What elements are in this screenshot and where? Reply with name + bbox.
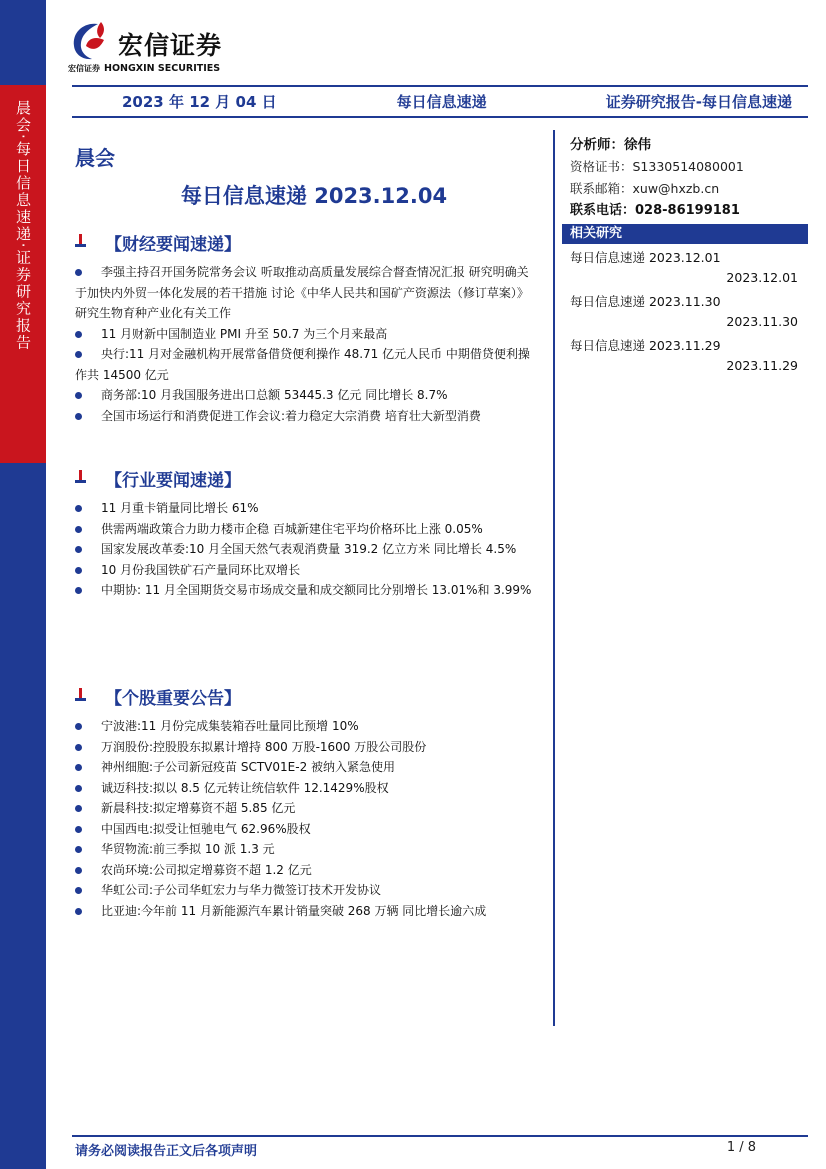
bullet-dot-icon — [75, 351, 82, 358]
related-research-item[interactable] — [570, 248, 808, 288]
report-date: 2023 年 12 月 04 日 — [122, 93, 277, 111]
analyst-email[interactable]: 联系邮箱：xuw@hxzb.cn — [570, 181, 720, 196]
section-heading-label: 【行业要闻速递】 — [105, 470, 241, 491]
list-item — [75, 519, 537, 540]
bullet-dot-icon — [75, 723, 82, 730]
list-item-text: 神州细胞:子公司新冠疫苗 SCTV01E-2 被纳入紧急使用 — [101, 760, 396, 774]
related-research-date: 2023.12.01 — [726, 270, 798, 285]
page-number: 1 / 8 — [726, 1140, 756, 1155]
list-item — [75, 344, 537, 385]
list-item-text: 华贸物流:前三季拟 10 派 1.3 元 — [101, 842, 275, 856]
page-title: 每日信息速递 2023.12.04 — [180, 184, 448, 208]
list-item-text: 比亚迪:今年前 11 月新能源汽车累计销量突破 268 万辆 同比增长逾六成 — [101, 903, 487, 918]
list-item-text: 11 月重卡销量同比增长 61% — [101, 501, 259, 515]
industry-news-list — [75, 498, 537, 601]
section-heading-label: 【财经要闻速递】 — [105, 234, 241, 255]
section-marker-icon — [75, 470, 91, 486]
list-item — [75, 839, 537, 860]
company-logo — [68, 20, 268, 76]
bullet-dot-icon — [75, 846, 82, 853]
list-item-text: 万润股份:控股股东拟累计增持 800 万股-1600 万股公司股份 — [101, 739, 427, 754]
bullet-dot-icon — [75, 505, 82, 512]
list-item — [75, 901, 537, 922]
related-research-item[interactable] — [570, 292, 808, 332]
sidebar-vertical-label: 晨会·每日信息速递·证券研究报告 — [14, 100, 32, 352]
stock-announcements-list — [75, 716, 537, 921]
list-item — [75, 819, 537, 840]
bullet-dot-icon — [75, 567, 82, 574]
list-item — [75, 860, 537, 881]
bullet-dot-icon — [75, 269, 82, 276]
related-research-item[interactable] — [570, 336, 808, 376]
analyst-info-panel — [570, 134, 808, 376]
section-heading-stocks — [75, 684, 241, 708]
related-research-heading: 相关研究 — [562, 224, 808, 244]
logo-name: 宏信证券 — [118, 31, 223, 60]
bullet-dot-icon — [75, 413, 82, 420]
list-item-text: 11 月财新中国制造业 PMI 升至 50.7 为三个月来最高 — [101, 326, 388, 341]
bullet-dot-icon — [75, 331, 82, 338]
list-item — [75, 262, 537, 324]
list-item — [75, 880, 537, 901]
list-item-text: 诚迈科技:拟以 8.5 亿元转让统信软件 12.1429%股权 — [101, 780, 389, 795]
bullet-dot-icon — [75, 826, 82, 833]
list-item — [75, 798, 537, 819]
list-item — [75, 716, 537, 737]
section-marker-icon — [75, 234, 91, 250]
list-item-text: 中国西电:拟受让恒驰电气 62.96%股权 — [101, 821, 311, 836]
hongxin-logo-icon — [68, 20, 112, 62]
section-heading-industry — [75, 466, 241, 490]
bullet-dot-icon — [75, 805, 82, 812]
related-research-date: 2023.11.29 — [726, 358, 798, 373]
list-item — [75, 385, 537, 406]
logo-sub-cn: 宏信证券 — [68, 64, 100, 73]
bullet-dot-icon — [75, 526, 82, 533]
list-item-text: 李强主持召开国务院常务会议 听取推动高质量发展综合督查情况汇报 研究明确关于加快内外贸一体化发展的若干措施 讨论《中华人民共和国矿产资源法（修订草案）》 研究生物育种产业化有关工作 — [75, 265, 529, 320]
report-series: 每日信息速递 — [396, 93, 487, 111]
list-item — [75, 778, 537, 799]
list-item — [75, 539, 537, 560]
related-research-date: 2023.11.30 — [726, 314, 798, 329]
bullet-dot-icon — [75, 587, 82, 594]
bullet-dot-icon — [75, 744, 82, 751]
report-header-bar — [72, 85, 808, 118]
list-item-text: 中期协: 11 月全国期货交易市场成交量和成交额同比分别增长 13.01%和 3.99% — [101, 583, 532, 597]
logo-subtitle — [68, 63, 220, 74]
related-research-title: 每日信息速递 2023.11.30 — [570, 294, 721, 309]
bullet-dot-icon — [75, 785, 82, 792]
finance-news-list — [75, 262, 537, 426]
section-heading-finance — [75, 230, 241, 254]
list-item — [75, 560, 537, 581]
list-item-text: 商务部:10 月我国服务进出口总额 53445.3 亿元 同比增长 8.7% — [101, 388, 448, 402]
list-item-text: 供需两端政策合力助力楼市企稳 百城新建住宅平均价格环比上涨 0.05% — [101, 521, 483, 536]
logo-sub-en: HONGXIN SECURITIES — [104, 63, 221, 74]
bullet-dot-icon — [75, 887, 82, 894]
list-item — [75, 498, 537, 519]
footer-disclaimer: 请务必阅读报告正文后各项声明 — [75, 1144, 258, 1159]
list-item — [75, 324, 537, 345]
bullet-dot-icon — [75, 546, 82, 553]
footer-divider — [72, 1135, 808, 1137]
analyst-phone: 联系电话：028-86199181 — [570, 203, 740, 218]
list-item-text: 全国市场运行和消费促进工作会议:着力稳定大宗消费 培育壮大新型消费 — [101, 408, 481, 423]
bullet-dot-icon — [75, 867, 82, 874]
section-marker-icon — [75, 688, 91, 704]
list-item-text: 农尚环境:公司拟定增募资不超 1.2 亿元 — [101, 862, 312, 877]
bullet-dot-icon — [75, 908, 82, 915]
list-item — [75, 737, 537, 758]
list-item-text: 宁波港:11 月份完成集装箱吞吐量同比预增 10% — [101, 719, 359, 733]
list-item — [75, 406, 537, 427]
list-item-text: 央行:11 月对金融机构开展常备借贷便利操作 48.71 亿元人民币 中期借贷便利操作共 14500 亿元 — [75, 347, 530, 382]
related-research-title: 每日信息速递 2023.11.29 — [570, 338, 721, 353]
list-item-text: 国家发展改革委:10 月全国天然气表观消费量 319.2 亿立方米 同比增长 4.5% — [101, 542, 517, 556]
column-divider — [553, 130, 555, 1026]
section-heading-label: 【个股重要公告】 — [105, 688, 241, 709]
related-research-title: 每日信息速递 2023.12.01 — [570, 250, 721, 265]
report-type: 证券研究报告-每日信息速递 — [605, 93, 792, 111]
list-item — [75, 580, 537, 601]
list-item-text: 华虹公司:子公司华虹宏力与华力微签订技术开发协议 — [101, 883, 382, 897]
bullet-dot-icon — [75, 764, 82, 771]
bullet-dot-icon — [75, 392, 82, 399]
list-item-text: 10 月份我国铁矿石产量同环比双增长 — [101, 562, 301, 577]
report-category: 晨会 — [75, 146, 115, 170]
analyst-name: 分析师：徐伟 — [570, 137, 651, 153]
list-item — [75, 757, 537, 778]
analyst-certificate: 资格证书：S1330514080001 — [570, 159, 744, 174]
list-item-text: 新晨科技:拟定增募资不超 5.85 亿元 — [101, 801, 296, 815]
